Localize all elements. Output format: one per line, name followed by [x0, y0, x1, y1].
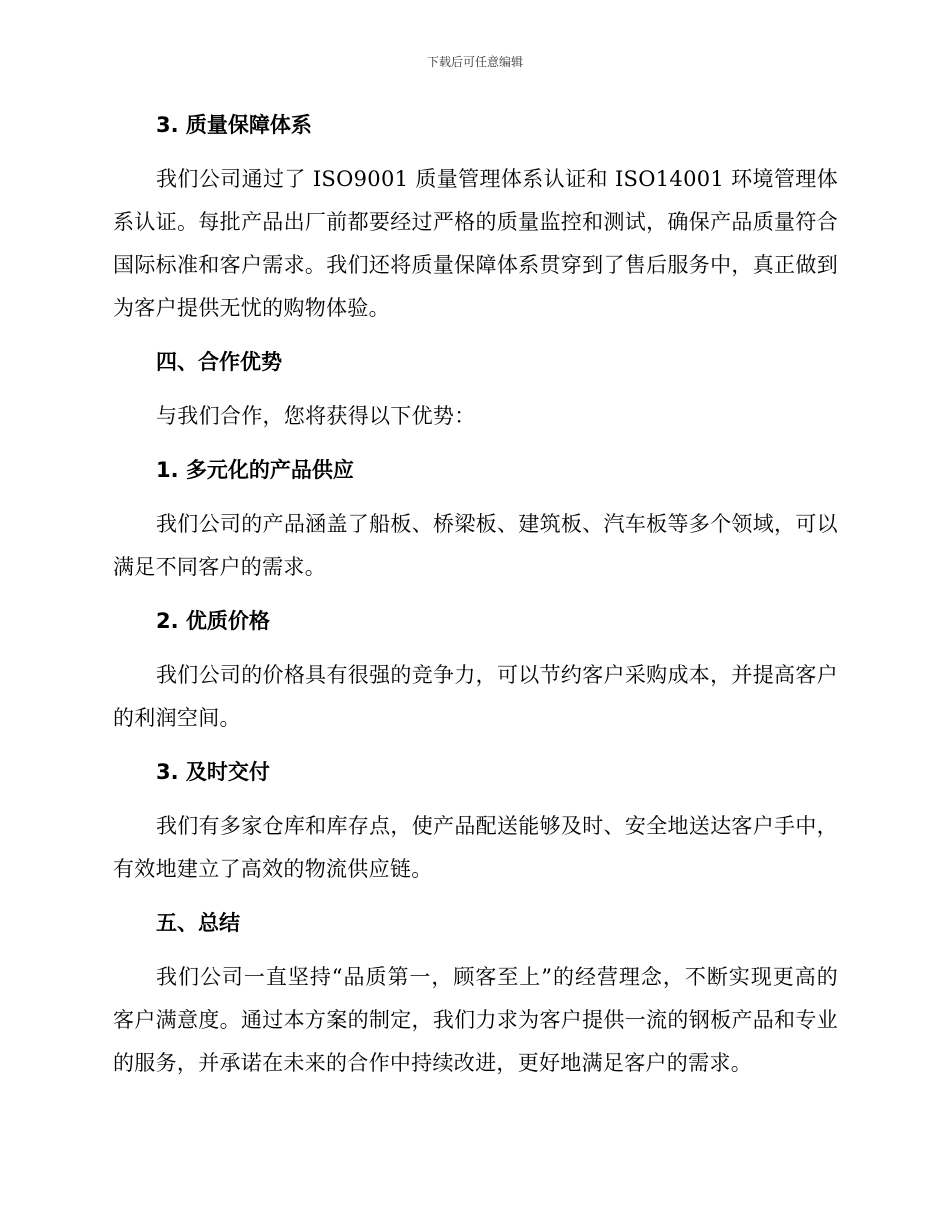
document-body	[113, 104, 838, 1085]
paragraph-quality-assurance: 我们公司通过了 ISO9001 质量管理体系认证和 ISO14001 环境管理体系认证。每批产品出厂前都要经过严格的质量监控和测试，确保产品质量符合国际标准和客户需求。我们还将质量保障体系贯穿到了售后服务中，真正做到为客户提供无忧的购物体验。	[113, 167, 838, 320]
paragraph-diverse-supply: 我们公司的产品涵盖了船板、桥梁板、建筑板、汽车板等多个领域，可以满足不同客户的需求。	[113, 512, 838, 579]
heading-timely-delivery: 3. 及时交付	[156, 760, 270, 784]
paragraph-summary: 我们公司一直坚持“品质第一，顾客至上”的经营理念，不断实现更高的客户满意度。通过本方案的制定，我们力求为客户提供一流的钢板产品和专业的服务，并承诺在未来的合作中持续改进，更好地满足客户的需求。	[113, 965, 838, 1075]
paragraph-quality-price: 我们公司的价格具有很强的竞争力，可以节约客户采购成本，并提高客户的利润空间。	[113, 663, 838, 730]
paragraph-cooperation-intro: 与我们合作，您将获得以下优势：	[156, 404, 476, 428]
heading-summary: 五、总结	[156, 911, 240, 935]
heading-diverse-supply: 1. 多元化的产品供应	[156, 458, 354, 482]
heading-cooperation-advantages: 四、合作优势	[156, 350, 282, 374]
heading-quality-price: 2. 优质价格	[156, 609, 270, 633]
heading-quality-assurance: 3. 质量保障体系	[156, 113, 312, 137]
page-header-note: 下载后可任意编辑	[426, 55, 523, 69]
paragraph-timely-delivery: 我们有多家仓库和库存点，使产品配送能够及时、安全地送达客户手中，有效地建立了高效的物流供应链。	[113, 814, 838, 881]
